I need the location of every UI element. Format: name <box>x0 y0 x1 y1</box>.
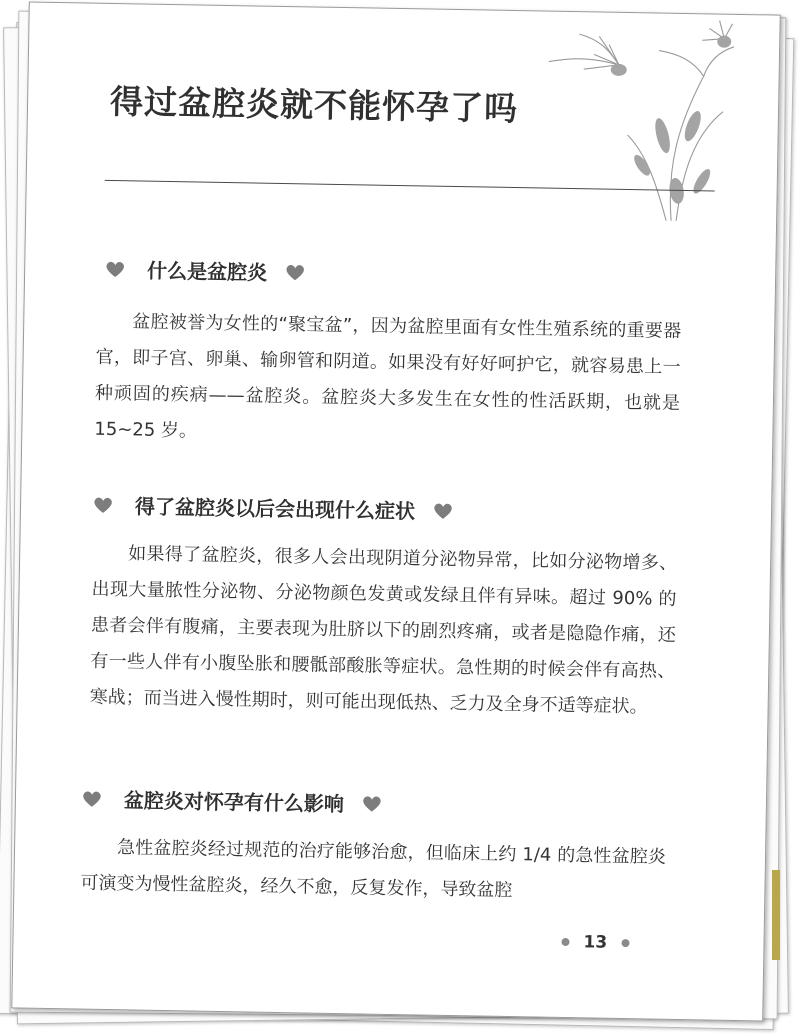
dot-ornament <box>621 939 629 947</box>
section-heading-text: 什么是盆腔炎 <box>146 258 268 285</box>
section-paragraph-3: 急性盆腔炎经过规范的治疗能够治愈，但临床上约 1/4 的急性盆腔炎可演变为慢性盆腔炎，经久不愈，反复发作，导致盆腔 <box>80 837 667 902</box>
book-page <box>11 2 780 1022</box>
heart-icon <box>105 259 125 277</box>
heart-icon <box>285 263 305 281</box>
page-footer <box>561 932 629 953</box>
heart-icon <box>362 794 382 812</box>
page-number: 13 <box>583 932 608 953</box>
page-title: 得过盆腔炎就不能怀孕了吗 <box>109 81 519 129</box>
section-heading-2 <box>93 490 453 525</box>
dot-ornament <box>561 938 569 946</box>
section-paragraph-1: 盆腔被誉为女性的“聚宝盆”，因为盆腔里面有女性生殖系统的重要器官，即子宫、卵巢、输卵管和阴道。如果没有好好呵护它，就容易患上一种顽固的疾病——盆腔炎。盆腔炎大多发生在女性的性活跃期，也就是 15~25 岁。 <box>94 311 682 442</box>
section-heading-text: 盆腔炎对怀孕有什么影响 <box>123 788 345 817</box>
heart-icon <box>82 789 102 807</box>
section-paragraph-2: 如果得了盆腔炎，很多人会出现阴道分泌物异常，比如分泌物增多、出现大量脓性分泌物、分泌物颜色发黄或发绿且伴有异味。超过 90% 的患者会伴有腹痛，主要表现为肚脐以下的剧烈疼痛，或者是隐隐作痛，还有一些人伴有小腹坠胀和腰骶部酸胀等症状。急性期的时候会伴有高热、寒战；而当进入慢性期时，则可能出现低热、乏力及全身不适等症状。 <box>89 543 678 718</box>
heart-icon <box>433 501 453 519</box>
heart-icon <box>93 495 113 513</box>
section-heading-1 <box>105 254 305 286</box>
section-heading-text: 得了盆腔炎以后会出现什么症状 <box>134 494 416 524</box>
book-cover-edge-yellow <box>772 870 780 960</box>
section-heading-3 <box>82 784 382 818</box>
